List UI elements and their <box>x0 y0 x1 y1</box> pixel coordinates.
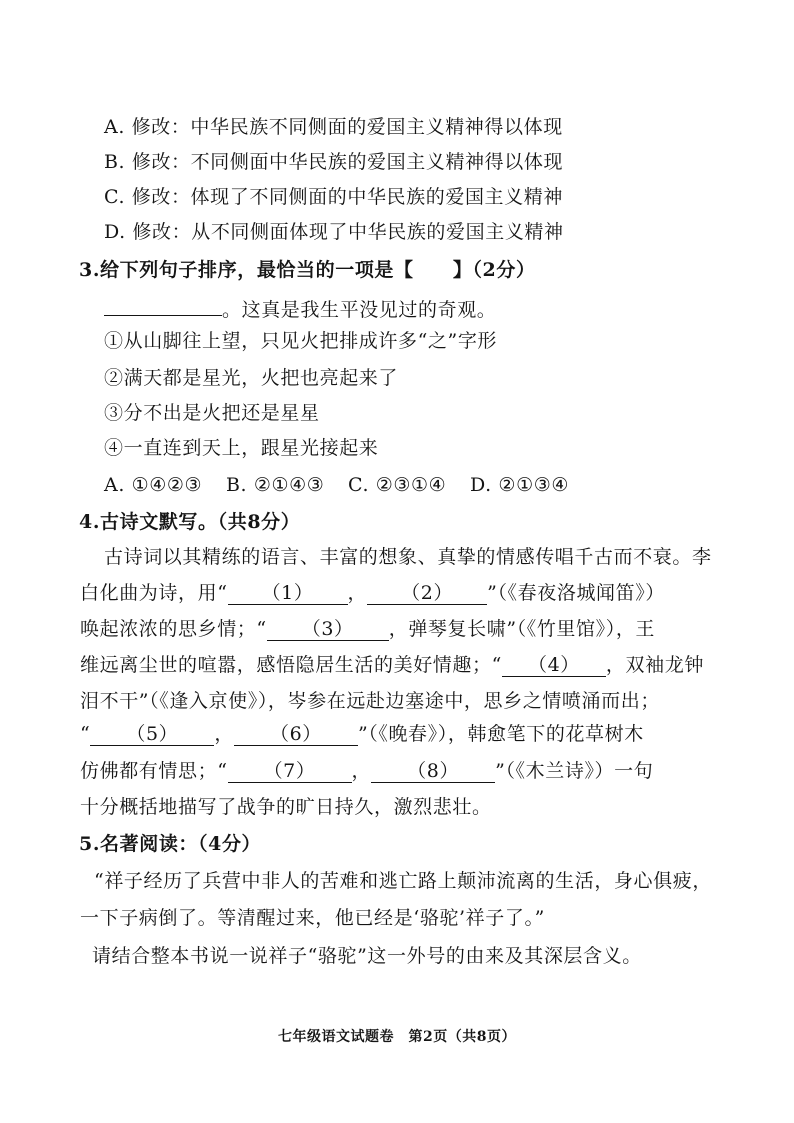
q4-blank-1: （1） <box>228 582 348 605</box>
q4-line-2 <box>80 581 665 605</box>
q4-blank-6: （6） <box>234 723 358 746</box>
q4-text: ，双袖龙钟 <box>605 654 704 676</box>
q4-blank-7: （7） <box>228 760 352 783</box>
q3-choice-d: D. ②①③④ <box>470 474 569 496</box>
q3-choice-b: B. ②①④③ <box>226 474 325 496</box>
q2-option-b: B. 修改：不同侧面中华民族的爱国主义精神得以体现 <box>104 151 564 173</box>
q5-prompt: 请结合整本书说一说祥子“骆驼”这一外号的由来及其深层含义。 <box>92 945 642 967</box>
q4-title: 4.古诗文默写。（共8分） <box>79 511 301 533</box>
q3-stem-text: 。这真是我生平没见过的奇观。 <box>222 299 497 321</box>
q5-quote-line-2: 一下子病倒了。等清醒过来，他已经是‘骆驼’祥子了。” <box>80 907 545 929</box>
q4-blank-4: （4） <box>502 654 606 677</box>
q4-text: 维远离尘世的喧嚣，感悟隐居生活的美好情趣；“ <box>80 654 502 676</box>
page-footer: 七年级语文试题卷 第2页（共8页） <box>278 1029 516 1045</box>
q3-sentence-4: ④一直连到天上，跟星光接起来 <box>104 437 379 459</box>
q2-option-a: A. 修改：中华民族不同侧面的爱国主义精神得以体现 <box>104 116 563 138</box>
q5-quote-line-1: “祥子经历了兵营中非人的苦难和逃亡路上颠沛流离的生活，身心俱疲， <box>94 870 712 892</box>
q3-answer-blank <box>104 293 222 316</box>
q3-choice-a: A. ①④②③ <box>104 474 203 496</box>
q4-text: ， <box>351 760 372 782</box>
q4-line-5: 泪不干”（《逢入京使》），岑参在远赴边塞途中，思乡之情喷涌而出； <box>80 690 660 712</box>
q3-choice-c: C. ②③①④ <box>348 474 447 496</box>
q3-sentence-1: ①从山脚往上望，只见火把排成许多“之”字形 <box>104 330 498 352</box>
q4-text: “ <box>80 723 91 745</box>
q4-text: ， <box>347 582 368 604</box>
q4-text: ”（《晚春》），韩愈笔下的花草树木 <box>357 723 644 745</box>
q4-text: ， <box>214 723 234 745</box>
q2-option-c: C. 修改：体现了不同侧面的中华民族的爱国主义精神 <box>104 186 563 208</box>
q4-text: 仿佛都有情思；“ <box>80 760 228 782</box>
q3-stem <box>104 293 496 322</box>
q5-title: 5.名著阅读：（4分） <box>79 833 262 855</box>
q4-text: 白化曲为诗，用“ <box>80 582 228 604</box>
q4-line-3 <box>80 617 655 641</box>
q3-title: 3.给下列句子排序，最恰当的一项是【 】（2分） <box>79 259 536 281</box>
q3-sentence-2: ②满天都是星光，火把也亮起来了 <box>104 367 399 389</box>
q4-line-6 <box>80 722 644 746</box>
q2-option-d: D. 修改：从不同侧面体现了中华民族的爱国主义精神 <box>104 221 564 243</box>
q4-text: ”（《木兰诗》）一句 <box>495 760 654 782</box>
q4-blank-5: （5） <box>90 723 214 746</box>
q4-line-7 <box>80 759 653 783</box>
q4-blank-8: （8） <box>371 760 495 783</box>
q4-line-1: 古诗词以其精练的语言、丰富的想象、真挚的情感传唱千古而不衰。李 <box>104 546 712 568</box>
q4-text: 唤起浓浓的思乡情；“ <box>80 618 267 640</box>
q4-line-4 <box>80 653 704 677</box>
q4-blank-3: （3） <box>267 618 389 641</box>
q3-choices <box>104 473 569 497</box>
q4-text: ，弹琴复长啸”（《竹里馆》），王 <box>388 618 656 640</box>
q4-blank-2: （2） <box>367 582 487 605</box>
q4-line-8: 十分概括地描写了战争的旷日持久，激烈悲壮。 <box>80 796 492 818</box>
q3-sentence-3: ③分不出是火把还是星星 <box>104 402 320 424</box>
q4-text: ”（《春夜洛城闻笛》） <box>487 582 665 604</box>
